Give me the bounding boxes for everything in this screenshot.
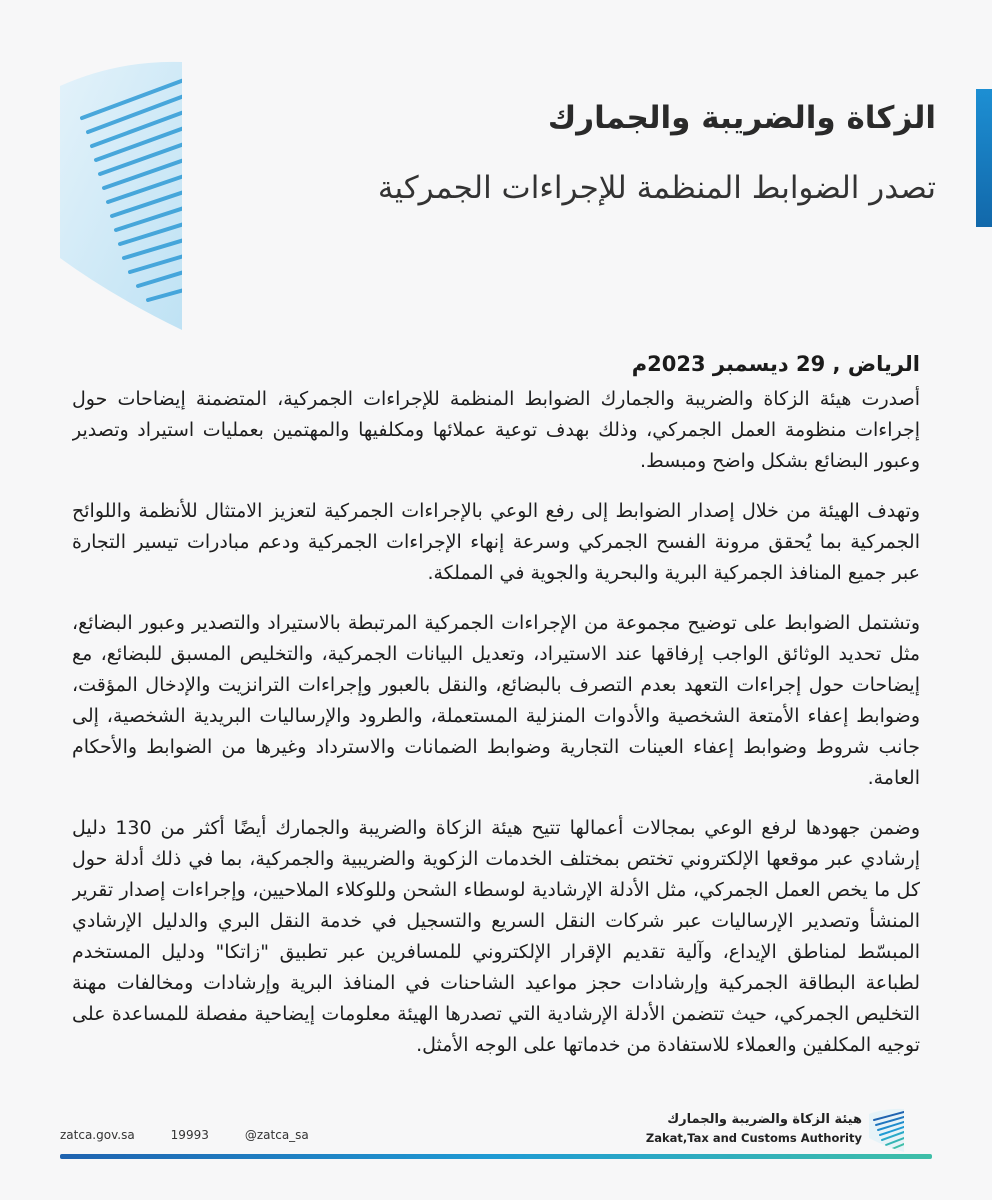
shield-logo-icon [52, 58, 184, 340]
page-subtitle: تصدر الضوابط المنظمة للإجراءات الجمركية [377, 170, 936, 206]
social-handle[interactable]: @zatca_sa [244, 1128, 309, 1142]
org-name-en: Zakat,Tax and Customs Authority [645, 1131, 862, 1145]
page-title: الزكاة والضريبة والجمارك [547, 100, 936, 136]
footer-divider [60, 1154, 932, 1159]
org-name-ar: هيئة الزكاة والضريبة والجمارك [667, 1112, 862, 1127]
phone-number: 19993 [170, 1128, 209, 1142]
dateline: الرياض , 29 ديسمبر 2023م [631, 352, 920, 376]
website-link[interactable]: zatca.gov.sa [60, 1128, 135, 1142]
paragraph-3: وتشتمل الضوابط على توضيح مجموعة من الإجراءات الجمركية المرتبطة بالاستيراد والتصدير وعبور البضائع، مثل تحديد الوثائق الواجب إرفاقها عند الاستيراد، وتعديل البيانات الجمركية، والتخليص المسبق للبضائع، مع إيضاحات حول إجراءات التعهد بعدم التصرف بالبضائع، والنقل بالعبور وإجراءات الترانزيت والإدخال المؤقت، وضوابط إعفاء الأمتعة الشخصية والأدوات المنزلية المستعملة، والطرود والإرساليات البريدية الشخصية، إلى جانب شروط وضوابط إعفاء العينات التجارية وضوابط الضمانات والاسترداد وغيرها من الضوابط والأحكام العامة. [72, 612, 920, 789]
paragraph-1: أصدرت هيئة الزكاة والضريبة والجمارك الضوابط المنظمة للإجراءات الجمركية، المتضمنة إيضاحات حول إجراءات منظومة العمل الجمركي، وذلك بهدف توعية عملائها ومكلفيها والمهتمين بعمليات استيراد وتصدير وعبور البضائع بشكل واضح ومبسط. [72, 388, 920, 472]
paragraph-4: وضمن جهودها لرفع الوعي بمجالات أعمالها تتيح هيئة الزكاة والضريبة والجمارك أيضًا أكثر من 130 دليل إرشادي عبر موقعها الإلكتروني تختص بمختلف الخدمات الزكوية والضريبية والجمركية، بما في ذلك أدلة حول كل ما يخص العمل الجمركي، مثل الأدلة الإرشادية لوسطاء الشحن وللوكلاء الملاحيين، وإجراءات إصدار تقرير المنشأ وتصدير الإرساليات عبر شركات النقل السريع والتسجيل في خدمة النقل البري والدليل الإرشادي المبسّط لمناطق الإيداع، وآلية تقديم الإقرار الإلكتروني للمسافرين عبر تطبيق "زاتكا" ودليل المستخدم لطباعة البطاقة الجمركية وإرشادات حجز مواعيد الشاحنات في المنافذ البرية وإرشادات ومخالفات مهنة التخليص الجمركي، حيث تتضمن الأدلة الإرشادية التي تصدرها الهيئة معلومات إيضاحية مفصلة للمساعدة على توجيه المكلفين والعملاء للاستفادة من خدماتها على الوجه الأمثل. [72, 817, 920, 1056]
footer-brand [646, 1112, 862, 1145]
footer-contacts [60, 1128, 309, 1142]
zatca-logo-icon [866, 1108, 906, 1154]
article-body [72, 348, 920, 1088]
paragraph-2: وتهدف الهيئة من خلال إصدار الضوابط إلى رفع الوعي بالإجراءات الجمركية لتعزيز الامتثال للأنظمة واللوائح الجمركية بما يُحقق مرونة الفسح الجمركي وسرعة إنهاء الإجراءات الجمركية ودعم مبادرات تيسير التجارة عبر جميع المنافذ الجمركية البرية والبحرية والجوية في المملكة. [72, 500, 920, 584]
accent-bar [976, 89, 992, 227]
